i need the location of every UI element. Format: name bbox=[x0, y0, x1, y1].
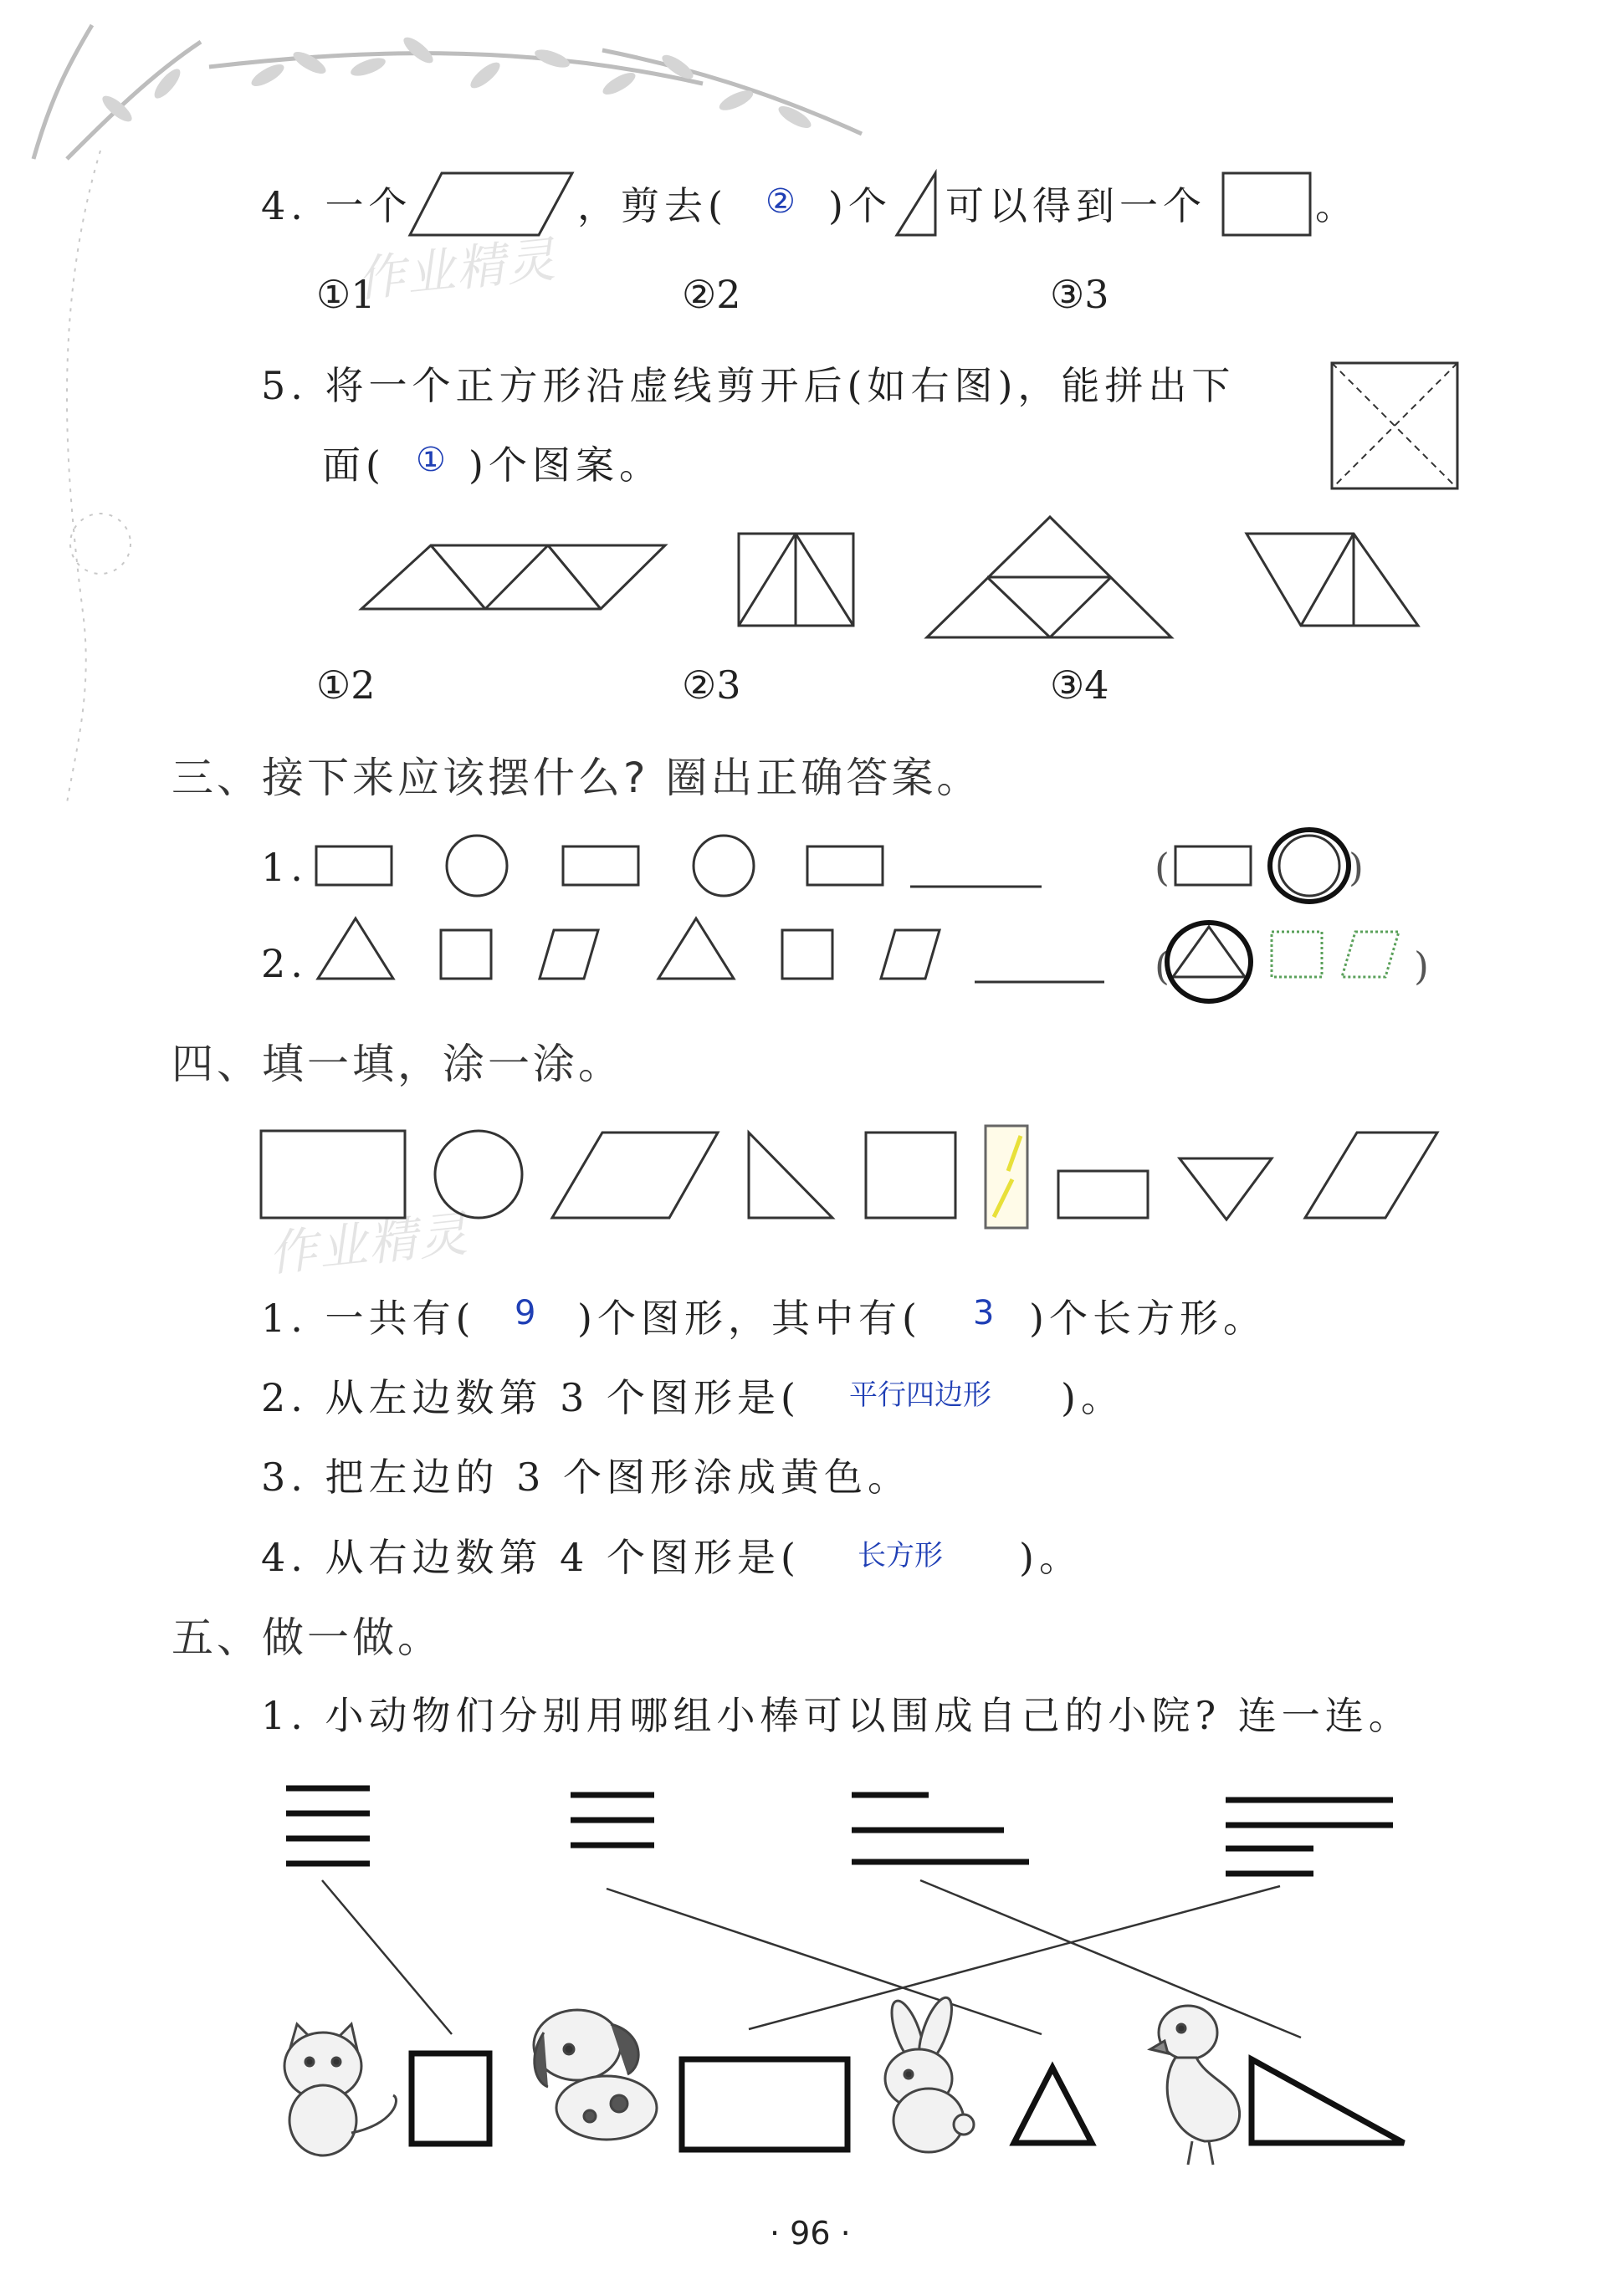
triangle-yard bbox=[1014, 2068, 1092, 2143]
dashed-square-figure bbox=[1330, 361, 1461, 492]
right-triangle-yard bbox=[1252, 2059, 1404, 2143]
duck-icon bbox=[1150, 2006, 1240, 2165]
s4-q2: 2. 从左边数第 3 个图形是( bbox=[261, 1375, 801, 1420]
row2-paren: ) bbox=[1414, 943, 1434, 989]
q4-text: 可以得到一个 bbox=[945, 183, 1206, 228]
cat-icon bbox=[284, 2024, 396, 2155]
answer-circle bbox=[1270, 830, 1349, 902]
s4-q1-answer1: 9 bbox=[515, 1294, 536, 1332]
triangle-icon bbox=[895, 171, 939, 238]
matching-exercise bbox=[0, 1765, 1618, 2166]
rectangle-icon bbox=[1221, 171, 1313, 238]
q4-answer: ② bbox=[765, 182, 796, 221]
watermark: 作业精灵 bbox=[353, 230, 560, 309]
q5-option-2: ②3 bbox=[682, 662, 741, 708]
s5-q1: 1. 小动物们分别用哪组小棒可以围成自己的小院? 连一连。 bbox=[261, 1693, 1412, 1738]
answer-circle bbox=[1167, 923, 1251, 1001]
s4-q3: 3. 把左边的 3 个图形涂成黄色。 bbox=[261, 1455, 912, 1500]
q4-prefix: 4. 一个 bbox=[261, 183, 412, 228]
s4-q1-answer2: 3 bbox=[973, 1294, 995, 1332]
q5-pattern-row bbox=[0, 502, 1618, 669]
q4-text: )个 bbox=[828, 183, 892, 228]
q5-option-3: ③4 bbox=[1050, 662, 1109, 708]
s4-q1: 1. 一共有( bbox=[261, 1296, 476, 1341]
s4-q2-answer: 平行四边形 bbox=[849, 1378, 991, 1412]
branch-decoration bbox=[17, 17, 870, 159]
section3-title: 三、接下来应该摆什么? 圈出正确答案。 bbox=[172, 754, 982, 802]
row2-label: 2. bbox=[261, 941, 308, 986]
shapes-row bbox=[0, 1121, 1618, 1238]
row2-paren: ( bbox=[1155, 943, 1175, 989]
q5-line2: 面( bbox=[322, 442, 386, 488]
rabbit-icon bbox=[885, 1994, 974, 2152]
page-number: · 96 · bbox=[770, 2215, 851, 2252]
q4-text: 。 bbox=[1315, 183, 1359, 228]
match-line bbox=[920, 1880, 1301, 2038]
s4-q4-answer: 长方形 bbox=[858, 1539, 943, 1572]
q5-option-1: ①2 bbox=[316, 662, 376, 708]
q4-text: ，剪去( bbox=[577, 183, 728, 228]
s4-q2: )。 bbox=[1061, 1375, 1124, 1420]
s4-q1: )个长方形。 bbox=[1029, 1296, 1267, 1341]
dog-icon bbox=[534, 2010, 657, 2140]
match-line bbox=[607, 1889, 1042, 2034]
parallelogram-icon bbox=[408, 171, 576, 238]
row1-label: 1. bbox=[261, 845, 308, 890]
q5-answer: ① bbox=[416, 441, 446, 479]
row1-paren: ) bbox=[1349, 845, 1369, 890]
q4-option-2: ②2 bbox=[682, 272, 741, 317]
dotted-vine bbox=[33, 151, 151, 803]
q5-line1: 5. 将一个正方形沿虚线剪开后(如右图)，能拼出下 bbox=[261, 363, 1236, 408]
row1-paren: ( bbox=[1155, 845, 1175, 890]
s4-q4: 4. 从右边数第 4 个图形是( bbox=[261, 1535, 801, 1580]
square-yard bbox=[412, 2053, 489, 2144]
section5-title: 五、做一做。 bbox=[172, 1613, 443, 1662]
s4-q4: )。 bbox=[1019, 1535, 1083, 1580]
q4-option-1: ①1 bbox=[316, 272, 376, 317]
watermark: 作业精灵 bbox=[265, 1204, 472, 1283]
rectangle-yard bbox=[682, 2059, 847, 2150]
s4-q1: )个图形，其中有( bbox=[577, 1296, 922, 1341]
section4-title: 四、填一填，涂一涂。 bbox=[172, 1040, 623, 1088]
row1-choices bbox=[0, 828, 1618, 1012]
q4-option-3: ③3 bbox=[1050, 272, 1109, 317]
q5-line2: )个图案。 bbox=[469, 442, 663, 488]
match-line bbox=[322, 1880, 452, 2034]
